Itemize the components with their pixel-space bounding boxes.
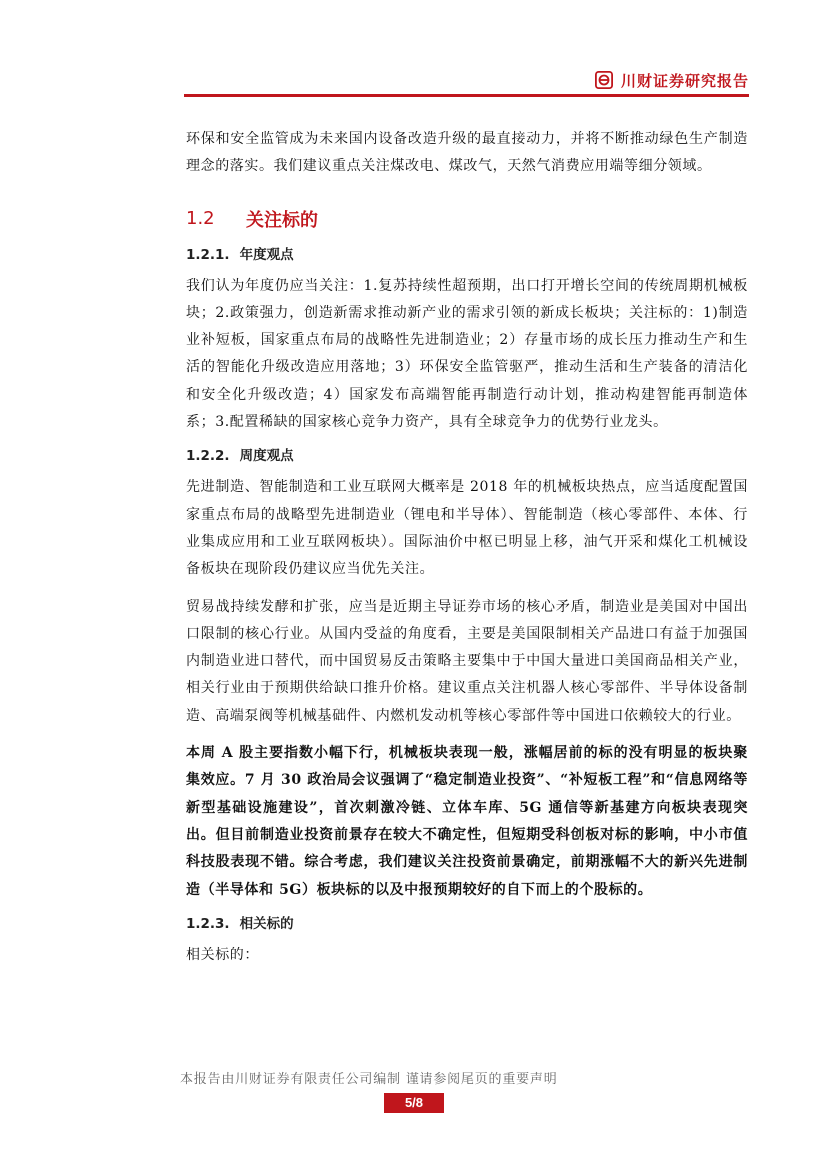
- main-content: [186, 126, 748, 969]
- weekly-view-paragraph-3: 本周 A 股主要指数小幅下行，机械板块表现一般，涨幅居前的标的没有明显的板块聚集效应。7 月 30 政治局会议强调了“稳定制造业投资”、“补短板工程”和“信息网络等新型基础设施建设”，首次刺激冷链、立体车库、5G 通信等新基建方向板块表现突出。但目前制造业投资前景存在较大不确定性，但短期受科创板对标的影响，中小市值科技股表现不错。综合考虑，我们建议关注投资前景确定，前期涨幅不大的新兴先进制造（半导体和 5G）板块标的以及中报预期较好的自下而上的个股标的。: [186, 745, 748, 898]
- weekly-view-paragraph-1: 先进制造、智能制造和工业互联网大概率是 2018 年的机械板块热点，应当适度配置国家重点布局的战略型先进制造业（锂电和半导体）、智能制造（核心零部件、本体、行业集成应用和工业互联网板块）。国际油价中枢已明显上移，油气开采和煤化工机械设备板块在现阶段仍建议应当优先关注。: [186, 479, 748, 578]
- subsection-title: 年度观点: [239, 246, 294, 263]
- subsection-number: 1.2.2.: [186, 448, 230, 465]
- report-header: [595, 66, 749, 94]
- intro-paragraph: 环保和安全监管成为未来国内设备改造升级的最直接动力，并将不断推动绿色生产制造理念的落实。我们建议重点关注煤改电、煤改气，天然气消费应用端等细分领域。: [186, 131, 748, 175]
- section-title: 关注标的: [246, 209, 318, 231]
- subsection-title: 相关标的: [239, 915, 294, 932]
- page-number: 5/8: [384, 1093, 444, 1113]
- annual-view-paragraph: 我们认为年度仍应当关注：1.复苏持续性超预期，出口打开增长空间的传统周期机械板块；2.政策强力，创造新需求推动新产业的需求引领的新成长板块；关注标的：1)制造业补短板，国家重点布局的战略性先进制造业；2）存量市场的成长压力推动生产和生活的智能化升级改造应用落地；3）环保安全监管驱严，推动生活和生产装备的清洁化和安全化升级改造；4）国家发布高端智能再制造行动计划，推动构建智能再制造体系；3.配置稀缺的国家核心竞争力资产，具有全球竞争力的优势行业龙头。: [186, 277, 748, 431]
- subsection-heading-weekly: [186, 444, 748, 468]
- section-number: 1.2: [186, 208, 215, 230]
- footer-disclaimer: 本报告由川财证券有限责任公司编制 谨请参阅尾页的重要声明: [180, 1072, 558, 1087]
- subsection-number: 1.2.1.: [186, 246, 230, 263]
- subsection-heading-related: [186, 912, 748, 936]
- chuancai-logo-icon: [595, 71, 613, 89]
- subsection-number: 1.2.3.: [186, 915, 230, 932]
- subsection-title: 周度观点: [239, 448, 294, 465]
- section-heading: [186, 205, 748, 233]
- subsection-heading-annual: [186, 243, 748, 267]
- brand-name: 川财证券研究报告: [620, 71, 749, 90]
- header-divider: [184, 94, 749, 97]
- weekly-view-paragraph-2: 贸易战持续发酵和扩张，应当是近期主导证券市场的核心矛盾，制造业是美国对中国出口限制的核心行业。从国内受益的角度看，主要是美国限制相关产品进口有益于加强国内制造业进口替代，而中国贸易反击策略主要集中于中国大量进口美国商品相关产业，相关行业由于预期供给缺口推升价格。建议重点关注机器人核心零部件、半导体设备制造、高端泵阀等机械基础件、内燃机发动机等核心零部件等中国进口依赖较大的行业。: [186, 598, 748, 724]
- related-targets-paragraph: 相关标的：: [186, 946, 259, 963]
